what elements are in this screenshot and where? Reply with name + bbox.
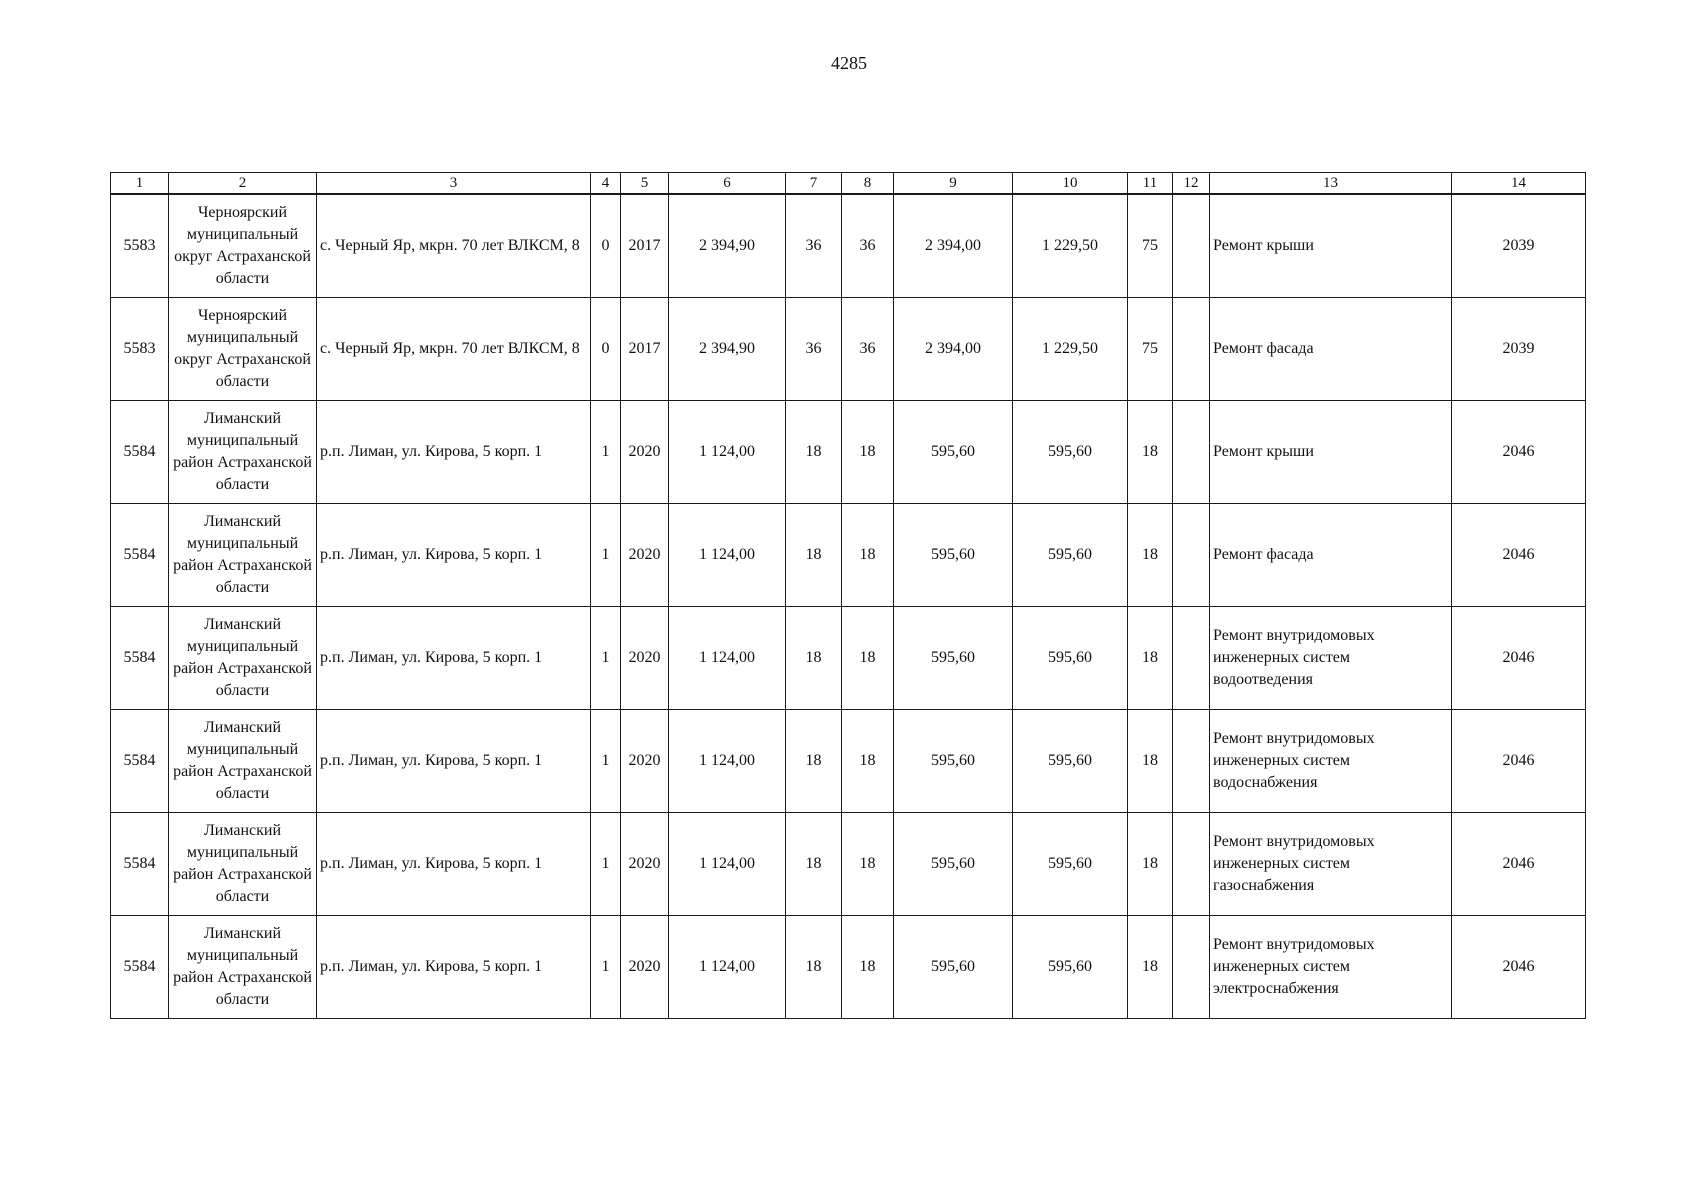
cell-col10: 1 229,50: [1013, 298, 1128, 401]
cell-record-number: 5584: [111, 710, 169, 813]
cell-col12: [1173, 298, 1210, 401]
cell-col9: 595,60: [894, 607, 1013, 710]
cell-record-number: 5584: [111, 401, 169, 504]
cell-col4: 1: [591, 813, 621, 916]
cell-record-number: 5584: [111, 504, 169, 607]
cell-municipality: Лиманский муниципальный район Астраханской области: [169, 401, 317, 504]
cell-planned-year: 2046: [1452, 710, 1586, 813]
cell-col9: 595,60: [894, 504, 1013, 607]
cell-col4: 1: [591, 607, 621, 710]
cell-col4: 1: [591, 504, 621, 607]
column-header: 9: [894, 173, 1013, 195]
column-header: 8: [842, 173, 894, 195]
cell-col7: 36: [786, 194, 842, 298]
cell-address: р.п. Лиман, ул. Кирова, 5 корп. 1: [317, 401, 591, 504]
cell-col8: 18: [842, 401, 894, 504]
cell-work-type: Ремонт крыши: [1210, 194, 1452, 298]
cell-address: р.п. Лиман, ул. Кирова, 5 корп. 1: [317, 607, 591, 710]
cell-col8: 36: [842, 194, 894, 298]
cell-col10: 595,60: [1013, 916, 1128, 1019]
cell-total-area: 2 394,90: [669, 194, 786, 298]
cell-total-area: 1 124,00: [669, 916, 786, 1019]
cell-address: р.п. Лиман, ул. Кирова, 5 корп. 1: [317, 710, 591, 813]
cell-total-area: 1 124,00: [669, 710, 786, 813]
cell-col8: 18: [842, 504, 894, 607]
cell-col9: 2 394,00: [894, 298, 1013, 401]
cell-work-type: Ремонт внутридомовых инженерных систем водоотведения: [1210, 607, 1452, 710]
cell-col11: 18: [1128, 401, 1173, 504]
cell-col10: 595,60: [1013, 401, 1128, 504]
table-row: [111, 194, 1586, 298]
cell-col7: 18: [786, 401, 842, 504]
cell-col4: 1: [591, 710, 621, 813]
cell-col11: 18: [1128, 813, 1173, 916]
cell-work-type: Ремонт фасада: [1210, 504, 1452, 607]
cell-col12: [1173, 504, 1210, 607]
table-row: [111, 298, 1586, 401]
cell-year: 2020: [621, 710, 669, 813]
cell-work-type: Ремонт крыши: [1210, 401, 1452, 504]
cell-total-area: 1 124,00: [669, 401, 786, 504]
table-row: [111, 916, 1586, 1019]
column-header: 13: [1210, 173, 1452, 195]
table-row: [111, 401, 1586, 504]
cell-total-area: 1 124,00: [669, 504, 786, 607]
cell-col8: 18: [842, 813, 894, 916]
cell-record-number: 5584: [111, 813, 169, 916]
cell-planned-year: 2039: [1452, 298, 1586, 401]
cell-planned-year: 2046: [1452, 916, 1586, 1019]
cell-municipality: Черноярский муниципальный округ Астраханской области: [169, 298, 317, 401]
cell-col4: 1: [591, 401, 621, 504]
cell-year: 2020: [621, 401, 669, 504]
cell-municipality: Лиманский муниципальный район Астраханской области: [169, 710, 317, 813]
cell-municipality: Лиманский муниципальный район Астраханской области: [169, 813, 317, 916]
cell-col12: [1173, 607, 1210, 710]
cell-col11: 75: [1128, 298, 1173, 401]
column-header: 14: [1452, 173, 1586, 195]
cell-total-area: 1 124,00: [669, 607, 786, 710]
cell-address: р.п. Лиман, ул. Кирова, 5 корп. 1: [317, 916, 591, 1019]
table-row: [111, 504, 1586, 607]
cell-col10: 595,60: [1013, 813, 1128, 916]
capital-repair-table: [110, 172, 1586, 1019]
cell-year: 2020: [621, 916, 669, 1019]
cell-municipality: Лиманский муниципальный район Астраханской области: [169, 504, 317, 607]
cell-address: с. Черный Яр, мкрн. 70 лет ВЛКСМ, 8: [317, 194, 591, 298]
column-header: 7: [786, 173, 842, 195]
table-row: [111, 710, 1586, 813]
column-header: 1: [111, 173, 169, 195]
cell-col8: 36: [842, 298, 894, 401]
cell-work-type: Ремонт фасада: [1210, 298, 1452, 401]
table-row: [111, 813, 1586, 916]
column-number-row: [111, 173, 1586, 195]
cell-work-type: Ремонт внутридомовых инженерных систем электроснабжения: [1210, 916, 1452, 1019]
cell-col11: 18: [1128, 504, 1173, 607]
cell-year: 2020: [621, 607, 669, 710]
cell-col11: 18: [1128, 607, 1173, 710]
cell-col9: 595,60: [894, 813, 1013, 916]
cell-year: 2020: [621, 813, 669, 916]
cell-col7: 18: [786, 504, 842, 607]
cell-address: р.п. Лиман, ул. Кирова, 5 корп. 1: [317, 504, 591, 607]
cell-record-number: 5584: [111, 916, 169, 1019]
cell-col8: 18: [842, 607, 894, 710]
column-header: 10: [1013, 173, 1128, 195]
cell-year: 2020: [621, 504, 669, 607]
cell-col12: [1173, 710, 1210, 813]
cell-municipality: Лиманский муниципальный район Астраханской области: [169, 607, 317, 710]
cell-col11: 18: [1128, 916, 1173, 1019]
cell-col11: 75: [1128, 194, 1173, 298]
cell-address: с. Черный Яр, мкрн. 70 лет ВЛКСМ, 8: [317, 298, 591, 401]
cell-address: р.п. Лиман, ул. Кирова, 5 корп. 1: [317, 813, 591, 916]
cell-planned-year: 2046: [1452, 401, 1586, 504]
cell-record-number: 5584: [111, 607, 169, 710]
column-header: 3: [317, 173, 591, 195]
cell-year: 2017: [621, 298, 669, 401]
cell-col8: 18: [842, 710, 894, 813]
cell-col12: [1173, 813, 1210, 916]
cell-col10: 595,60: [1013, 607, 1128, 710]
cell-planned-year: 2046: [1452, 813, 1586, 916]
cell-municipality: Лиманский муниципальный район Астраханской области: [169, 916, 317, 1019]
cell-col7: 18: [786, 813, 842, 916]
column-header: 2: [169, 173, 317, 195]
cell-planned-year: 2039: [1452, 194, 1586, 298]
column-header: 6: [669, 173, 786, 195]
cell-record-number: 5583: [111, 194, 169, 298]
cell-work-type: Ремонт внутридомовых инженерных систем газоснабжения: [1210, 813, 1452, 916]
cell-col9: 2 394,00: [894, 194, 1013, 298]
cell-col4: 0: [591, 298, 621, 401]
cell-col7: 36: [786, 298, 842, 401]
cell-col9: 595,60: [894, 401, 1013, 504]
column-header: 4: [591, 173, 621, 195]
cell-municipality: Черноярский муниципальный округ Астраханской области: [169, 194, 317, 298]
cell-col4: 0: [591, 194, 621, 298]
cell-col10: 595,60: [1013, 710, 1128, 813]
cell-record-number: 5583: [111, 298, 169, 401]
cell-col11: 18: [1128, 710, 1173, 813]
cell-col7: 18: [786, 710, 842, 813]
cell-col12: [1173, 194, 1210, 298]
cell-col10: 1 229,50: [1013, 194, 1128, 298]
cell-total-area: 2 394,90: [669, 298, 786, 401]
column-header: 11: [1128, 173, 1173, 195]
column-header: 12: [1173, 173, 1210, 195]
cell-col9: 595,60: [894, 916, 1013, 1019]
cell-col7: 18: [786, 916, 842, 1019]
table-row: [111, 607, 1586, 710]
cell-col9: 595,60: [894, 710, 1013, 813]
page-number: 4285: [831, 53, 867, 73]
cell-col8: 18: [842, 916, 894, 1019]
cell-planned-year: 2046: [1452, 607, 1586, 710]
cell-col12: [1173, 401, 1210, 504]
cell-planned-year: 2046: [1452, 504, 1586, 607]
cell-total-area: 1 124,00: [669, 813, 786, 916]
cell-year: 2017: [621, 194, 669, 298]
cell-col7: 18: [786, 607, 842, 710]
cell-col12: [1173, 916, 1210, 1019]
column-header: 5: [621, 173, 669, 195]
cell-col10: 595,60: [1013, 504, 1128, 607]
cell-col4: 1: [591, 916, 621, 1019]
cell-work-type: Ремонт внутридомовых инженерных систем водоснабжения: [1210, 710, 1452, 813]
